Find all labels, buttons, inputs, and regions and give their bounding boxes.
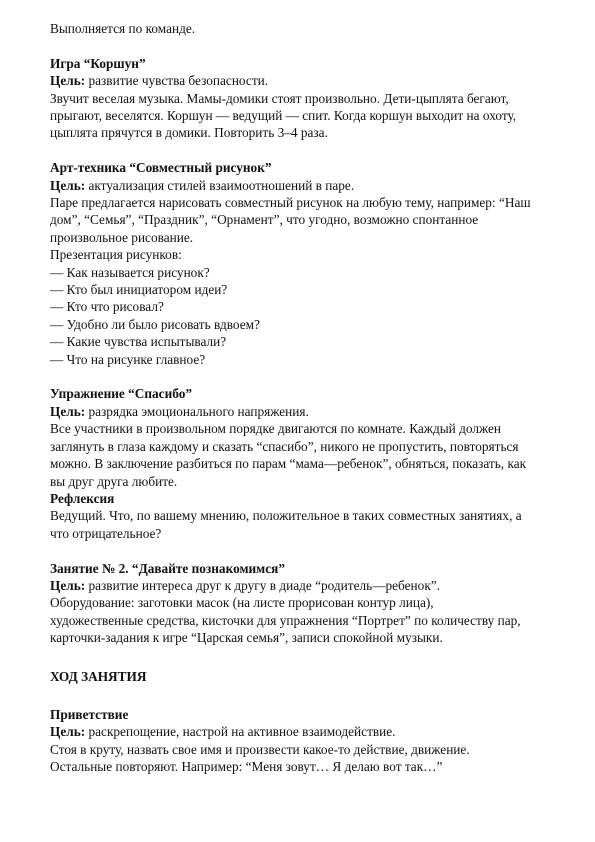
question-item: — Кто был инициатором идеи?	[50, 282, 228, 298]
section-lesson-2	[50, 560, 555, 647]
question-item: — Кто что рисовал?	[50, 299, 164, 315]
paragraph-line: вы друг друга любите.	[50, 473, 178, 489]
section-title: Игра “Коршун”	[50, 55, 146, 71]
question-item: — Какие чувства испытывали?	[50, 334, 227, 350]
paragraph-line: карточки-задания к игре “Царская семья”, записи спокойной музыки.	[50, 630, 443, 646]
goal-label: Цель:	[50, 403, 86, 419]
section-greeting	[50, 706, 555, 776]
goal-label: Цель:	[50, 177, 86, 193]
paragraph-line: художественные средства, кисточки для упражнения “Портрет” по количеству пар,	[50, 612, 521, 628]
question-item: — Что на рисунке главное?	[50, 351, 206, 367]
goal-text: разрядка эмоционального напряжения.	[85, 403, 309, 419]
paragraph-line: цыплята прячутся в домики. Повторить 3–4 раза.	[50, 125, 328, 141]
goal-line	[50, 723, 555, 740]
section-title: Арт-техника “Совместный рисунок”	[50, 160, 272, 176]
goal-label: Цель:	[50, 577, 86, 593]
section-game-korshun	[50, 55, 555, 142]
goal-line	[50, 403, 555, 420]
paragraph-line: Стоя в круту, назвать свое имя и произвести какое-то действие, движение.	[50, 741, 470, 757]
paragraph-line: Презентация рисунков:	[50, 247, 182, 263]
paragraph-line: что отрицательное?	[50, 525, 162, 541]
spacer	[50, 647, 555, 668]
section-title: Приветствие	[50, 706, 129, 722]
question-item: — Как называется рисунок?	[50, 264, 210, 280]
goal-line	[50, 577, 555, 594]
paragraph-line: заглянуть в глаза каждому и сказать “спасибо”, никого не пропустить, повторяться	[50, 438, 519, 454]
spacer	[50, 37, 555, 54]
goal-text: развитие интереса друг к другу в диаде “родитель—ребенок”.	[85, 577, 440, 593]
spacer	[50, 542, 555, 559]
goal-label: Цель:	[50, 724, 86, 740]
paragraph-line: можно. В заключение разбиться по парам “мама—ребенок”, обняться, показать, как	[50, 456, 527, 472]
paragraph-line: Все участники в произвольном порядке двигаются по комнате. Каждый должен	[50, 421, 502, 437]
section-title: Занятие № 2. “Давайте познакомимся”	[50, 560, 285, 576]
paragraph-line: Оборудование: заготовки масок (на листе прорисован контур лица),	[50, 595, 434, 611]
paragraph-line: Ведущий. Что, по вашему мнению, положительное в таких совместных занятиях, а	[50, 508, 522, 524]
intro-text: Выполняется по команде.	[50, 21, 196, 36]
goal-label: Цель:	[50, 73, 86, 89]
paragraph-line: дом”, “Семья”, “Праздник”, “Орнамент”, что угодно, возможно спонтанное	[50, 212, 479, 228]
section-exercise-thanks	[50, 385, 555, 542]
document-page	[50, 20, 555, 776]
spacer	[50, 685, 555, 706]
section-title: Упражнение “Спасибо”	[50, 386, 193, 402]
course-heading: ХОД ЗАНЯТИЯ	[50, 668, 147, 684]
goal-line	[50, 177, 555, 194]
goal-text: развитие чувства безопасности.	[85, 73, 269, 89]
section-art-technique	[50, 159, 555, 368]
goal-text: актуализация стилей взаимоотношений в паре.	[85, 177, 355, 193]
spacer	[50, 368, 555, 385]
paragraph-line: прыгают, веселятся. Коршун — ведущий — спит. Когда коршун выходит на охоту,	[50, 108, 517, 124]
question-item: — Удобно ли было рисовать вдвоем?	[50, 316, 260, 332]
goal-line	[50, 72, 555, 89]
reflection-title: Рефлексия	[50, 490, 115, 506]
paragraph-line: Звучит веселая музыка. Мамы-домики стоят произвольно. Дети-цыплята бегают,	[50, 90, 509, 106]
spacer	[50, 142, 555, 159]
paragraph-line: произвольное рисование.	[50, 229, 194, 245]
goal-text: раскрепощение, настрой на активное взаимодействие.	[85, 724, 396, 740]
paragraph-line: Паре предлагается нарисовать совместный рисунок на любую тему, например: “Наш	[50, 195, 531, 211]
paragraph-line: Остальные повторяют. Например: “Меня зовут… Я делаю вот так…”	[50, 759, 443, 775]
